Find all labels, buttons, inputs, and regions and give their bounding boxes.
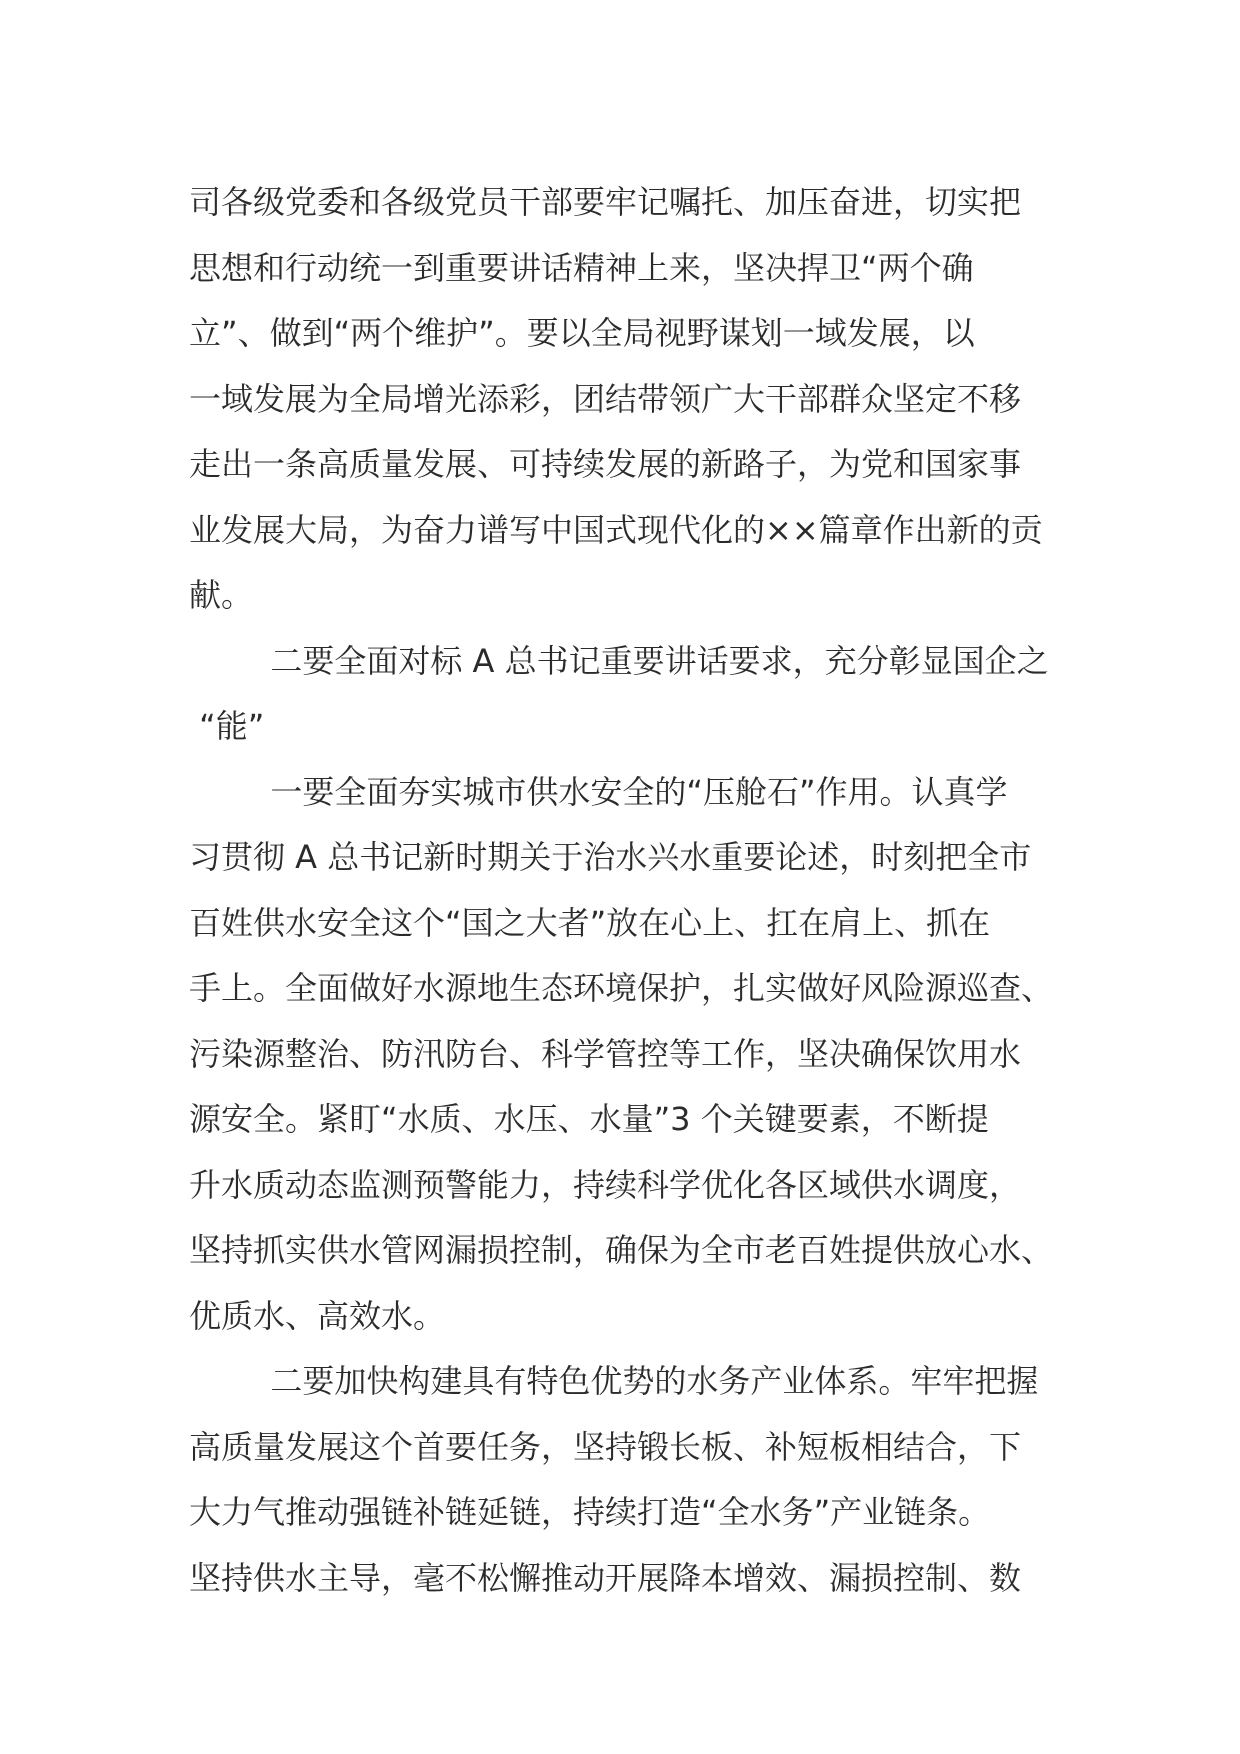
text-line: 思想和行动统一到重要讲话精神上来，坚决捍卫“两个确 bbox=[189, 248, 974, 287]
text-line: 优质水、高效水。 bbox=[189, 1296, 446, 1335]
text-line: 高质量发展这个首要任务，坚持锻长板、补短板相结合，下 bbox=[189, 1427, 1022, 1466]
text-line: 大力气推动强链补链延链，持续打造“全水务”产业链条。 bbox=[189, 1493, 991, 1531]
text-line: 源安全。紧盯“水质、水压、水量”3 个关键要素，不断提 bbox=[189, 1100, 989, 1138]
text-line: 司各级党委和各级党员干部要牢记嘱托、加压奋进，切实把 bbox=[189, 183, 1022, 221]
text-line: 二要加快构建具有特色优势的水务产业体系。牢牢把握 bbox=[189, 1362, 1039, 1400]
text-line: 献。 bbox=[189, 576, 254, 614]
text-line: 业发展大局，为奋力谱写中国式现代化的××篇章作出新的贡 bbox=[189, 510, 1043, 549]
text-line: 习贯彻 A 总书记新时期关于治水兴水重要论述，时刻把全市 bbox=[189, 838, 1032, 876]
text-line: 走出一条高质量发展、可持续发展的新路子，为党和国家事 bbox=[189, 445, 1022, 483]
text-line: 坚持抓实供水管网漏损控制，确保为全市老百姓提供放心水、 bbox=[189, 1231, 1054, 1269]
paragraph-water-safety bbox=[189, 760, 1069, 1350]
heading-line: 二要全面对标 A 总书记重要讲话要求，充分彰显国企之 bbox=[189, 641, 1049, 680]
text-line: 坚持供水主导，毫不松懈推动开展降本增效、漏损控制、数 bbox=[189, 1558, 1022, 1597]
text-line: 百姓供水安全这个“国之大者”放在心上、扛在肩上、抓在 bbox=[189, 903, 991, 942]
text-line: 一要全面夯实城市供水安全的“压舱石”作用。认真学 bbox=[189, 772, 1008, 811]
text-line: 升水质动态监测预警能力，持续科学优化各区域供水调度， bbox=[189, 1165, 1022, 1204]
text-line: 手上。全面做好水源地生态环境保护，扎实做好风险源巡查、 bbox=[189, 969, 1054, 1007]
text-line: 一域发展为全局增光添彩，团结带领广大干部群众坚定不移 bbox=[189, 379, 1022, 418]
paragraph-industry-system bbox=[189, 1349, 1069, 1611]
section-heading bbox=[189, 629, 1069, 760]
text-line: 立”、做到“两个维护”。要以全局视野谋划一域发展，以 bbox=[189, 314, 975, 352]
paragraph-continuation bbox=[189, 170, 1069, 629]
heading-line: “能” bbox=[189, 707, 265, 745]
document-body bbox=[189, 170, 1069, 1611]
text-line: 污染源整治、防汛防台、科学管控等工作，坚决确保饮用水 bbox=[189, 1034, 1022, 1073]
